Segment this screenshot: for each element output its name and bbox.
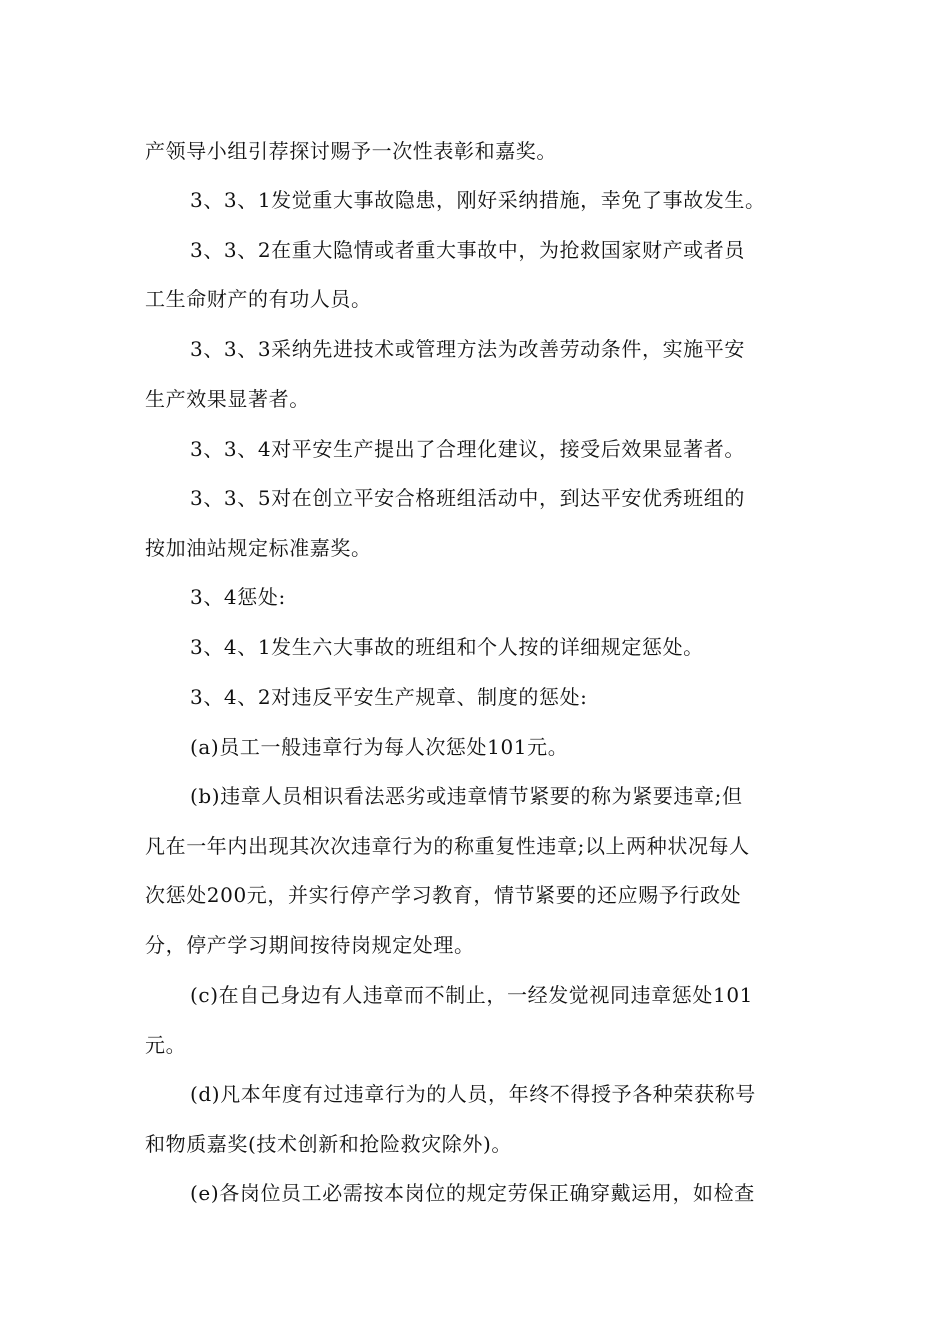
- text-line: (c)在自己身边有人违章而不制止，一经发觉视同违章惩处101: [190, 983, 753, 1007]
- text-line: 3、4、1发生六大事故的班组和个人按的详细规定惩处。: [190, 635, 704, 659]
- text-line: 3、3、1发觉重大事故隐患，刚好采纳措施，幸免了事故发生。: [190, 188, 766, 212]
- text-line: (a)员工一般违章行为每人次惩处101元。: [190, 735, 569, 759]
- text-line: 3、3、2在重大隐情或者重大事故中，为抢救国家财产或者员: [190, 238, 745, 262]
- text-line: 3、4惩处:: [190, 585, 286, 609]
- text-line: 生产效果显著者。: [145, 387, 310, 411]
- text-line: 和物质嘉奖(技术创新和抢险救灾除外)。: [145, 1132, 513, 1156]
- text-line: 3、3、4对平安生产提出了合理化建议，接受后效果显著者。: [190, 437, 745, 461]
- text-line: 产领导小组引荐探讨赐予一次性表彰和嘉奖。: [145, 139, 557, 163]
- text-line: (b)违章人员相识看法恶劣或违章情节紧要的称为紧要违章;但: [190, 784, 743, 808]
- text-line: 分，停产学习期间按待岗规定处理。: [145, 933, 475, 957]
- text-line: 次惩处200元，并实行停产学习教育，情节紧要的还应赐予行政处: [145, 883, 742, 907]
- text-line: 工生命财产的有功人员。: [145, 287, 372, 311]
- text-line: 3、4、2对违反平安生产规章、制度的惩处:: [190, 685, 588, 709]
- text-line: 3、3、3采纳先进技术或管理方法为改善劳动条件，实施平安: [190, 337, 745, 361]
- text-line: (d)凡本年度有过违章行为的人员，年终不得授予各种荣获称号: [190, 1082, 756, 1106]
- text-line: 元。: [145, 1033, 187, 1057]
- text-line: 3、3、5对在创立平安合格班组活动中，到达平安优秀班组的: [190, 486, 745, 510]
- text-line: 按加油站规定标准嘉奖。: [145, 536, 372, 560]
- text-line: 凡在一年内出现其次次违章行为的称重复性违章;以上两种状况每人: [145, 834, 750, 858]
- text-line: (e)各岗位员工必需按本岗位的规定劳保正确穿戴运用，如检查: [190, 1181, 755, 1205]
